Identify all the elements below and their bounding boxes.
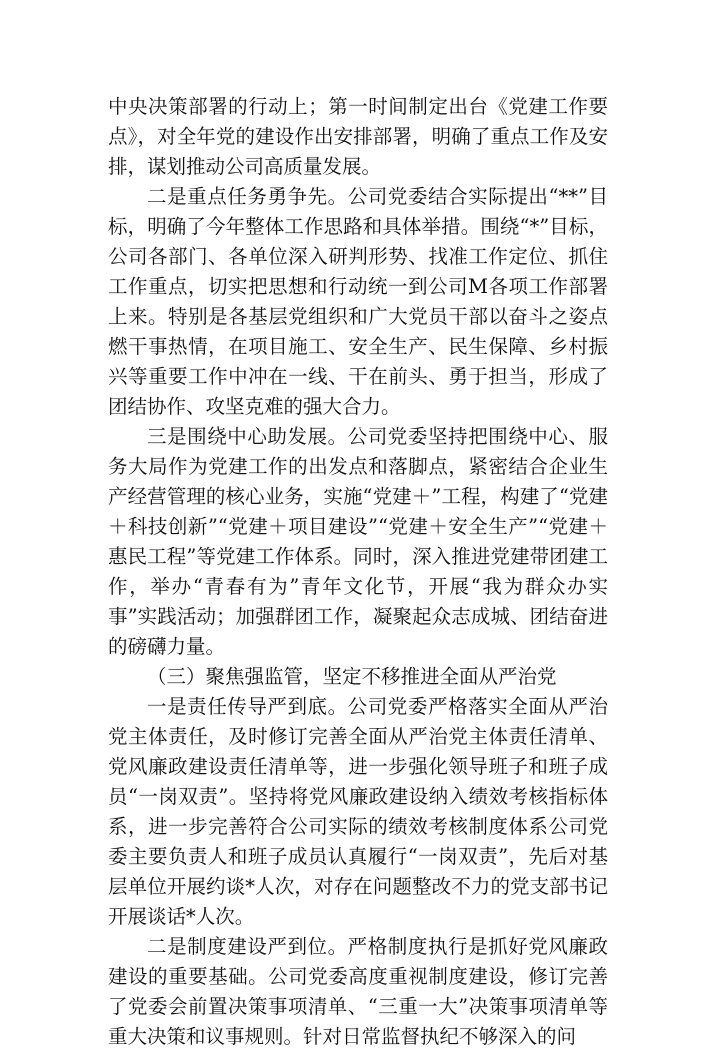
paragraph-work-plan: 中央决策部署的行动上；第一时间制定出台《党建工作要点》，对全年党的建设作出安排部署，明确了重点工作及安排，谋划推动公司高质量发展。 — [108, 95, 608, 178]
document-body — [108, 92, 608, 1052]
paragraph-key-tasks: 二是重点任务勇争先。公司党委结合实际提出“**”目标，明确了今年整体工作思路和具体举措。围绕“*”目标，公司各部门、各单位深入研判形势、找准工作定位、抓住工作重点，切实把思想和行动统一到公司M各项工作部署上来。特别是各基层党组织和广大党员干部以奋斗之姿点燃干事热情，在项目施工、安全生产、民生保障、乡村振兴等重要工作中冲在一线、干在前头、勇于担当，形成了团结协作、攻坚克难的强大合力。 — [108, 185, 608, 418]
paragraph-serve-development: 三是围绕中心助发展。公司党委坚持把围绕中心、服务大局作为党建工作的出发点和落脚点，紧密结合企业生产经营管理的核心业务，实施“党建＋”工程，构建了“党建＋科技创新”“党建＋项目建设”“党建＋安全生产”“党建＋惠民工程”等党建工作体系。同时，深入推进党建带团建工作，举办“青春有为”青年文化节，开展“我为群众办实事”实践活动；加强群团工作，凝聚起众志成城、团结奋进的磅礴力量。 — [108, 425, 608, 658]
paragraph-responsibility: 一是责任传导严到底。公司党委严格落实全面从严治党主体责任，及时修订完善全面从严治党主体责任清单、党风廉政建设责任清单等，进一步强化领导班子和班子成员“一岗双责”。坚持将党风廉政建设纳入绩效考核指标体系，进一步完善符合公司实际的绩效考核制度体系公司党委主要负责人和班子成员认真履行“一岗双责”，先后对基层单位开展约谈*人次，对存在问题整改不力的党支部书记开展谈话*人次。 — [108, 695, 608, 928]
paragraph-system-building: 二是制度建设严到位。严格制度执行是抓好党风廉政建设的重要基础。公司党委高度重视制度建设，修订完善了党委会前置决策事项清单、“三重一大”决策事项清单等重大决策和议事规则。针对日常监督执纪不够深入的问 — [108, 935, 608, 1048]
section-heading-strict-supervision: （三）聚焦强监管，坚定不移推进全面从严治党 — [147, 665, 557, 688]
